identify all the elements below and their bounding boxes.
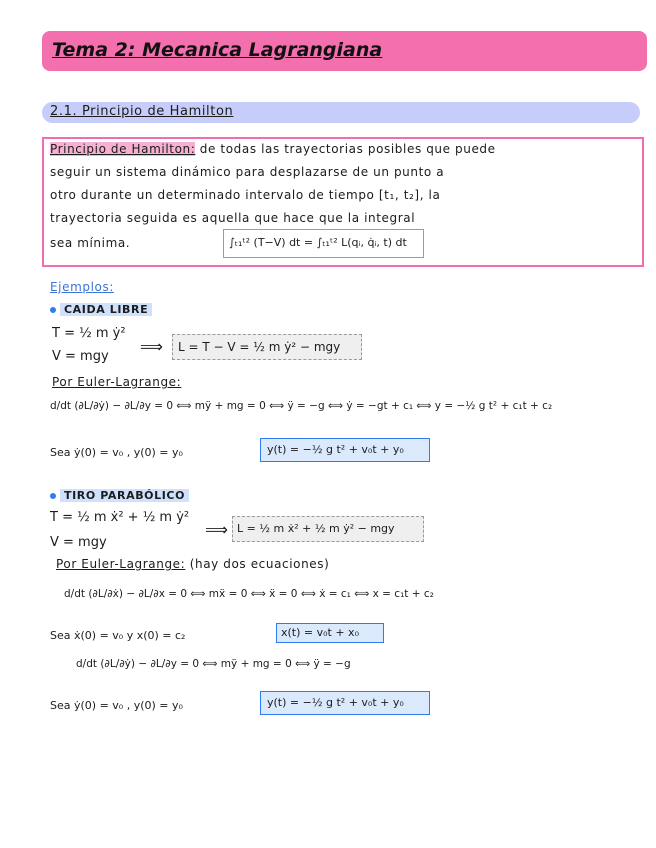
- projectile-el-label: Por Euler-Lagrange:: [56, 557, 186, 571]
- definition-term: Principio de Hamilton:: [50, 142, 196, 156]
- projectile-el-y: d/dt (∂L/∂ẏ) − ∂L/∂y = 0 ⟺ mÿ + mg = 0 ⟺ ÿ = −g: [76, 658, 351, 670]
- projectile-initial-y: Sea ẏ(0) = v₀ , y(0) = y₀: [50, 699, 183, 712]
- bullet-projectile: [50, 493, 56, 499]
- free-fall-initial: Sea ẏ(0) = v₀ , y(0) = y₀: [50, 446, 183, 459]
- free-fall-potential: V = mgy: [52, 349, 109, 364]
- free-fall-label: CAIDA LIBRE: [60, 303, 152, 316]
- definition-line-3: otro durante un determinado intervalo de tiempo [t₁, t₂], la: [50, 188, 441, 202]
- projectile-initial-x: Sea ẋ(0) = v₀ y x(0) = c₂: [50, 629, 186, 642]
- examples-heading: Ejemplos:: [50, 280, 114, 294]
- implies-arrow: ⟹: [140, 337, 163, 356]
- free-fall-lagrangian: L = T − V = ½ m ẏ² − mgy: [178, 340, 341, 354]
- projectile-el-line: [56, 557, 329, 571]
- section-title: 2.1. Principio de Hamilton: [50, 104, 234, 119]
- projectile-kinetic: T = ½ m ẋ² + ½ m ẏ²: [50, 510, 190, 525]
- definition-line-5: sea mínima.: [50, 236, 131, 250]
- projectile-el-note: (hay dos ecuaciones): [185, 557, 330, 571]
- projectile-label: TIRO PARABÓLICO: [60, 489, 189, 502]
- free-fall-kinetic: T = ½ m ẏ²: [52, 326, 126, 341]
- free-fall-el-label: Por Euler-Lagrange:: [52, 375, 182, 389]
- projectile-result-y: y(t) = −½ g t² + v₀t + y₀: [267, 696, 404, 709]
- bullet-free-fall: [50, 307, 56, 313]
- projectile-result-x: x(t) = v₀t + x₀: [281, 626, 359, 639]
- integral-equation: ∫ₜ₁ᵗ² (T−V) dt = ∫ₜ₁ᵗ² L(qᵢ, q̇ᵢ, t) dt: [229, 236, 407, 249]
- free-fall-result: y(t) = −½ g t² + v₀t + y₀: [267, 443, 404, 456]
- implies-arrow-2: ⟹: [205, 520, 228, 539]
- page-title: Tema 2: Mecanica Lagrangiana: [52, 39, 383, 61]
- definition-line-1-text: de todas las trayectorias posibles que puede: [195, 142, 496, 156]
- projectile-potential: V = mgy: [50, 535, 107, 550]
- definition-line-2: seguir un sistema dinámico para desplazarse de un punto a: [50, 165, 445, 179]
- projectile-lagrangian: L = ½ m ẋ² + ½ m ẏ² − mgy: [237, 522, 395, 535]
- definition-line-4: trayectoria seguida es aquella que hace que la integral: [50, 211, 416, 225]
- projectile-el-x: d/dt (∂L/∂ẋ) − ∂L/∂x = 0 ⟺ mẍ = 0 ⟺ ẍ = 0 ⟺ ẋ = c₁ ⟺ x = c₁t + c₂: [64, 588, 434, 600]
- free-fall-el-equation: d/dt (∂L/∂ẏ) − ∂L/∂y = 0 ⟺ mÿ + mg = 0 ⟺ ÿ = −g ⟺ ẏ = −gt + c₁ ⟺ y = −½ g t² + c₁t + c₂: [50, 400, 553, 412]
- definition-line-1: [50, 142, 496, 156]
